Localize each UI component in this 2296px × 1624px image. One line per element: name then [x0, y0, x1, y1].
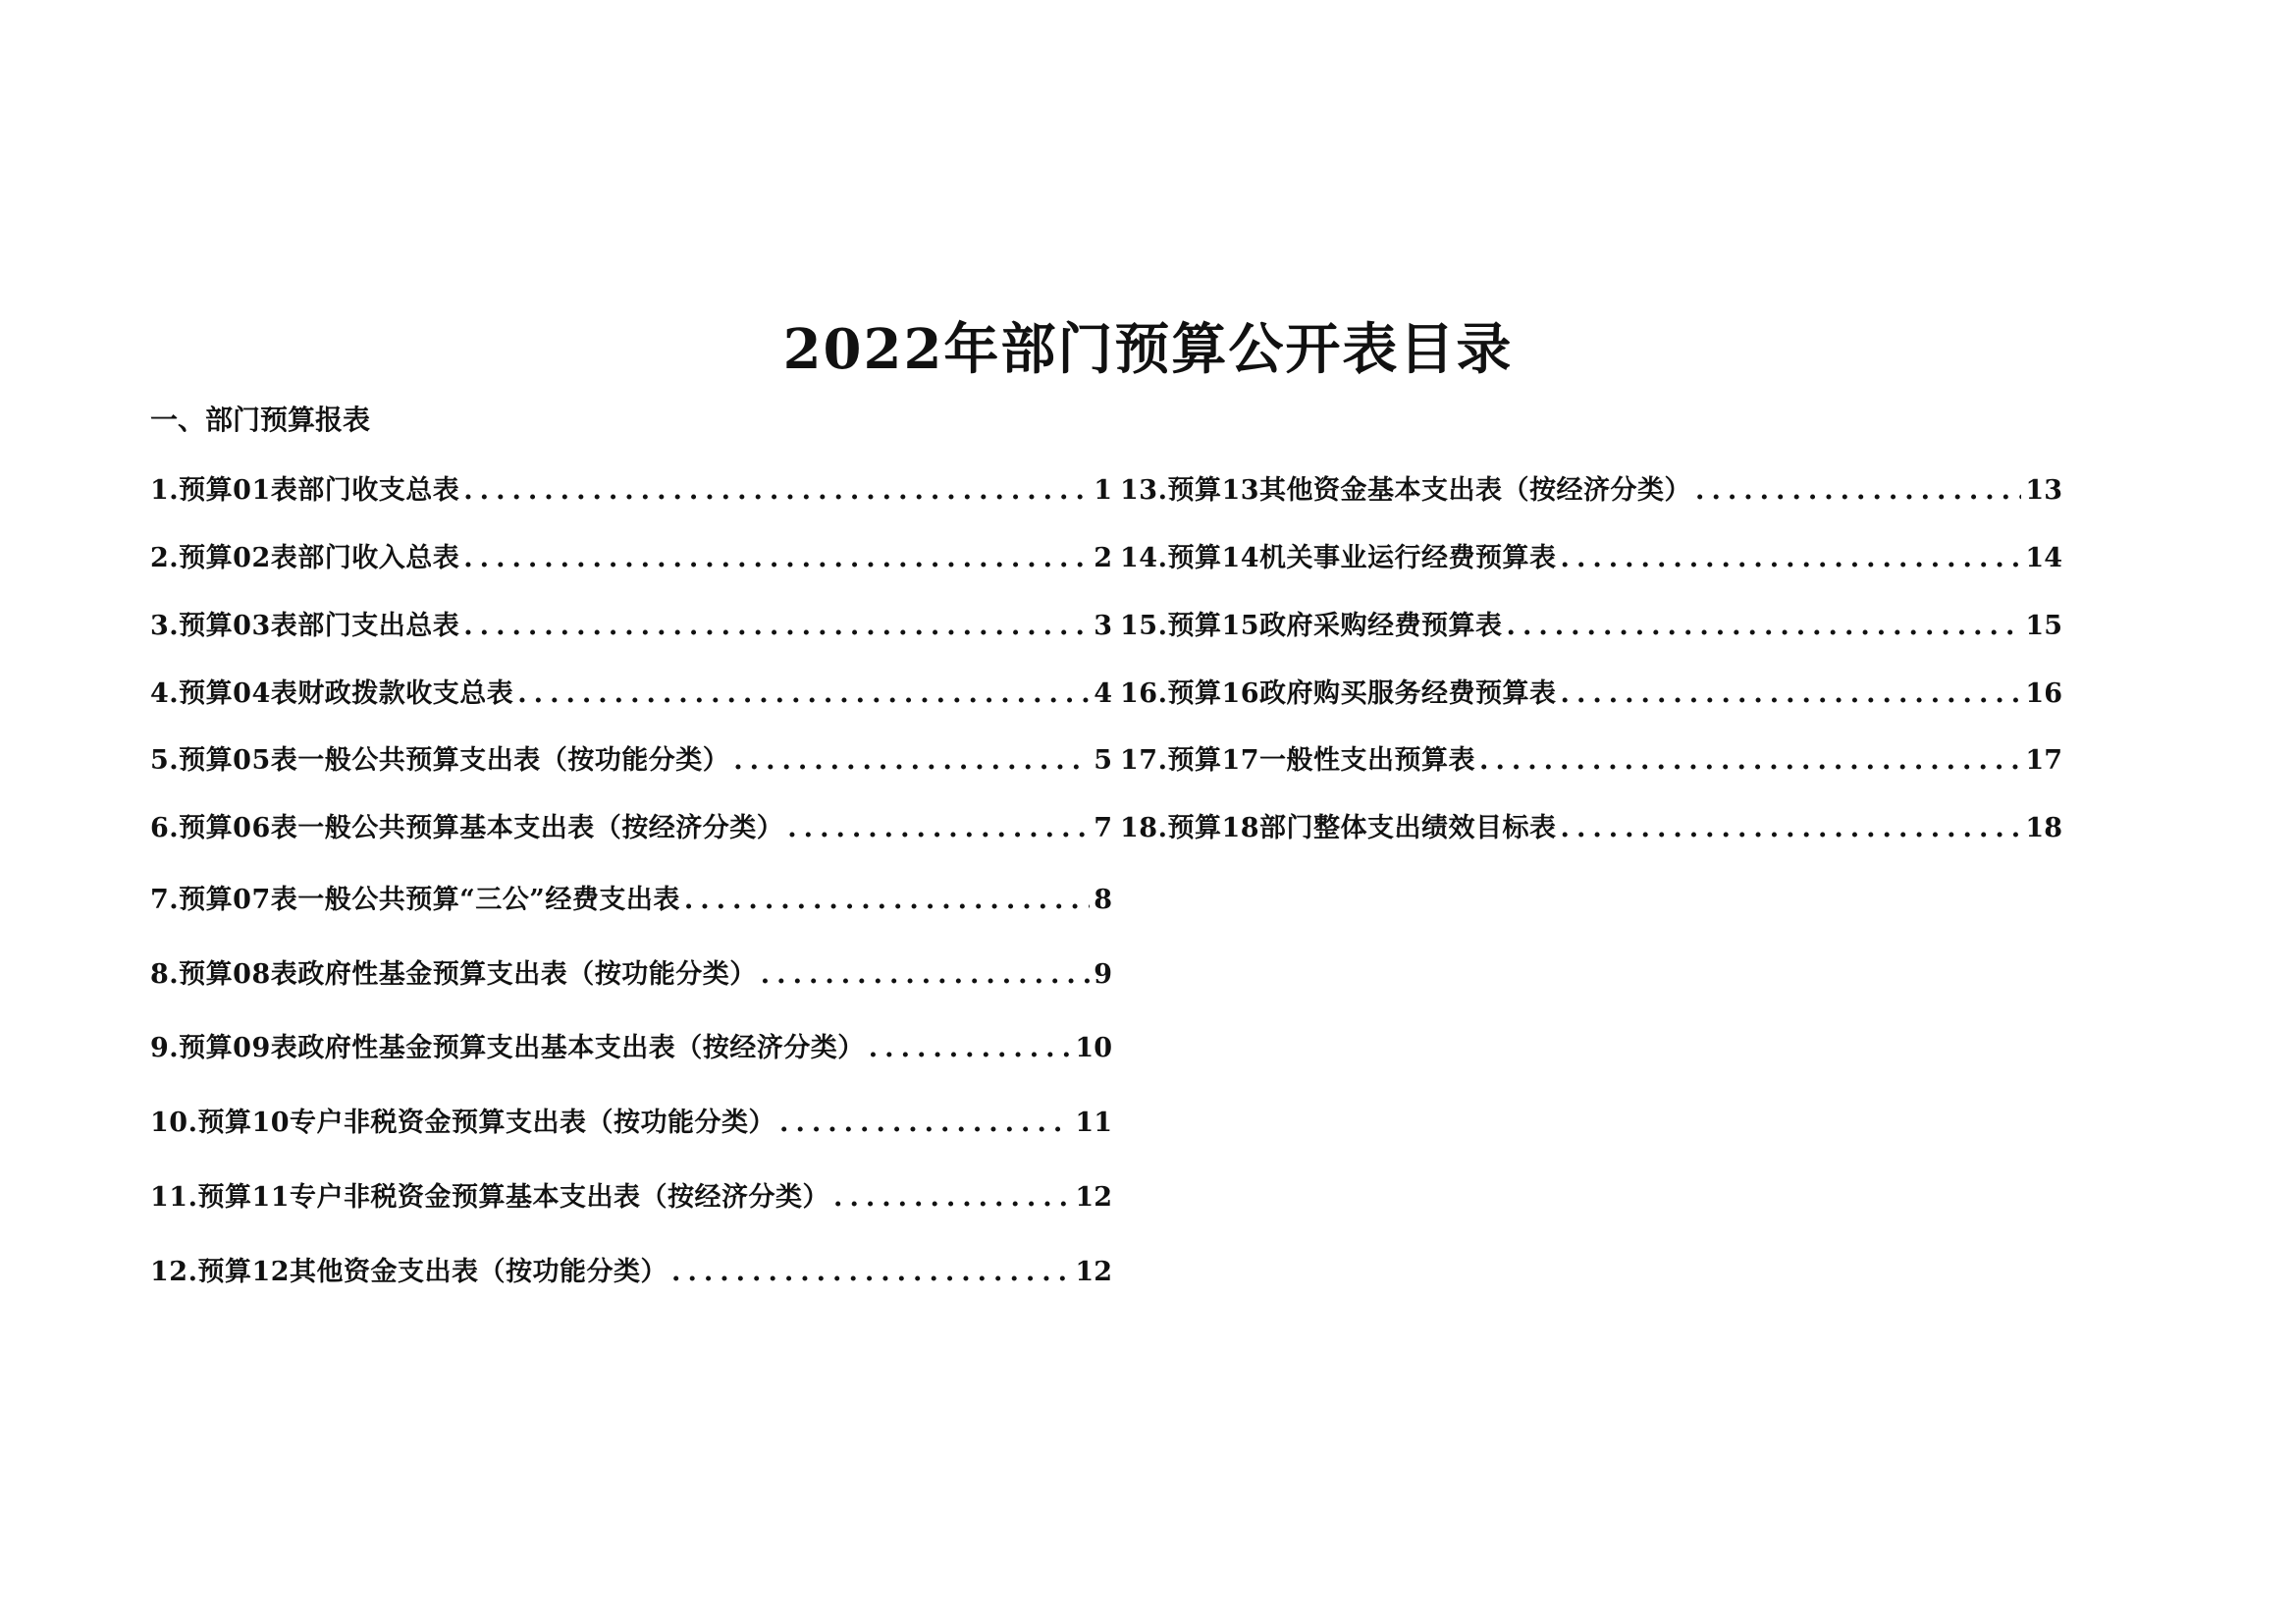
toc-entry-label: 15.预算15政府采购经费预算表 [1120, 611, 1503, 641]
toc-page-number: 10 [1075, 1033, 1112, 1063]
dot-leader [833, 1178, 1071, 1218]
toc-entry-16[interactable] [1120, 675, 2062, 714]
toc-entry-label: 12.预算12其他资金支出表（按功能分类） [150, 1257, 668, 1287]
toc-entry-label: 16.预算16政府购买服务经费预算表 [1120, 678, 1557, 709]
dot-leader [1479, 741, 2021, 781]
page-title: 2022年部门预算公开表目录 [782, 317, 1514, 382]
toc-page-number: 16 [2025, 678, 2062, 709]
dot-leader [463, 539, 1090, 578]
toc-entry-13[interactable] [1120, 471, 2062, 511]
toc-entry-10[interactable] [150, 1104, 1112, 1143]
dot-leader [733, 741, 1090, 781]
toc-page-number: 15 [2025, 611, 2062, 641]
toc-page-number: 7 [1094, 813, 1112, 843]
toc-page-number: 18 [2025, 813, 2062, 843]
dot-leader [463, 607, 1090, 646]
dot-leader [761, 955, 1090, 995]
toc-page-number: 8 [1094, 885, 1112, 915]
toc-entry-5[interactable] [150, 741, 1112, 781]
dot-leader [463, 471, 1090, 511]
toc-entry-12[interactable] [150, 1253, 1112, 1292]
toc-page-number: 3 [1094, 611, 1112, 641]
toc-entry-8[interactable] [150, 955, 1112, 995]
toc-entry-label: 7.预算07表一般公共预算“三公”经费支出表 [150, 885, 680, 915]
toc-page-number: 12 [1075, 1182, 1112, 1213]
toc-entry-3[interactable] [150, 607, 1112, 646]
toc-entry-label: 8.预算08表政府性基金预算支出表（按功能分类） [150, 959, 757, 990]
toc-entry-18[interactable] [1120, 809, 2062, 848]
toc-page-number: 13 [2025, 475, 2062, 506]
toc-entry-1[interactable] [150, 471, 1112, 511]
toc-entry-label: 5.预算05表一般公共预算支出表（按功能分类） [150, 745, 730, 776]
toc-entry-7[interactable] [150, 881, 1112, 920]
dot-leader [1561, 539, 2022, 578]
dot-leader [1507, 607, 2022, 646]
dot-leader [787, 809, 1090, 848]
dot-leader [671, 1253, 1071, 1292]
toc-page-number: 4 [1094, 678, 1112, 709]
toc-page-number: 9 [1094, 959, 1112, 990]
toc-entry-label: 2.预算02表部门收入总表 [150, 543, 460, 573]
dot-leader [684, 881, 1090, 920]
toc-entry-9[interactable] [150, 1029, 1112, 1068]
dot-leader [1561, 675, 2022, 714]
toc-entry-label: 11.预算11专户非税资金预算基本支出表（按经济分类） [150, 1182, 830, 1213]
toc-page-number: 14 [2025, 543, 2062, 573]
toc-page-number: 12 [1075, 1257, 1112, 1287]
toc-entry-2[interactable] [150, 539, 1112, 578]
dot-leader [779, 1104, 1071, 1143]
toc-entry-15[interactable] [1120, 607, 2062, 646]
dot-leader [1695, 471, 2021, 511]
dot-leader [517, 675, 1090, 714]
dot-leader [869, 1029, 1072, 1068]
toc-entry-label: 13.预算13其他资金基本支出表（按经济分类） [1120, 475, 1692, 506]
toc-entry-6[interactable] [150, 809, 1112, 848]
toc-entry-label: 4.预算04表财政拨款收支总表 [150, 678, 514, 709]
toc-entry-label: 14.预算14机关事业运行经费预算表 [1120, 543, 1557, 573]
section-heading: 一、部门预算报表 [150, 404, 371, 436]
dot-leader [1561, 809, 2022, 848]
toc-entry-11[interactable] [150, 1178, 1112, 1218]
toc-entry-label: 6.预算06表一般公共预算基本支出表（按经济分类） [150, 813, 784, 843]
toc-entry-label: 3.预算03表部门支出总表 [150, 611, 460, 641]
toc-entry-label: 18.预算18部门整体支出绩效目标表 [1120, 813, 1557, 843]
toc-entry-14[interactable] [1120, 539, 2062, 578]
toc-entry-label: 10.预算10专户非税资金预算支出表（按功能分类） [150, 1108, 776, 1138]
toc-page-number: 5 [1094, 745, 1112, 776]
toc-entry-4[interactable] [150, 675, 1112, 714]
toc-page-number: 11 [1075, 1108, 1112, 1138]
toc-entry-label: 1.预算01表部门收支总表 [150, 475, 460, 506]
toc-entry-17[interactable] [1120, 741, 2062, 781]
toc-entry-label: 17.预算17一般性支出预算表 [1120, 745, 1476, 776]
toc-page-number: 1 [1094, 475, 1112, 506]
toc-page-number: 17 [2025, 745, 2062, 776]
toc-entry-label: 9.预算09表政府性基金预算支出基本支出表（按经济分类） [150, 1033, 865, 1063]
toc-page-number: 2 [1094, 543, 1112, 573]
